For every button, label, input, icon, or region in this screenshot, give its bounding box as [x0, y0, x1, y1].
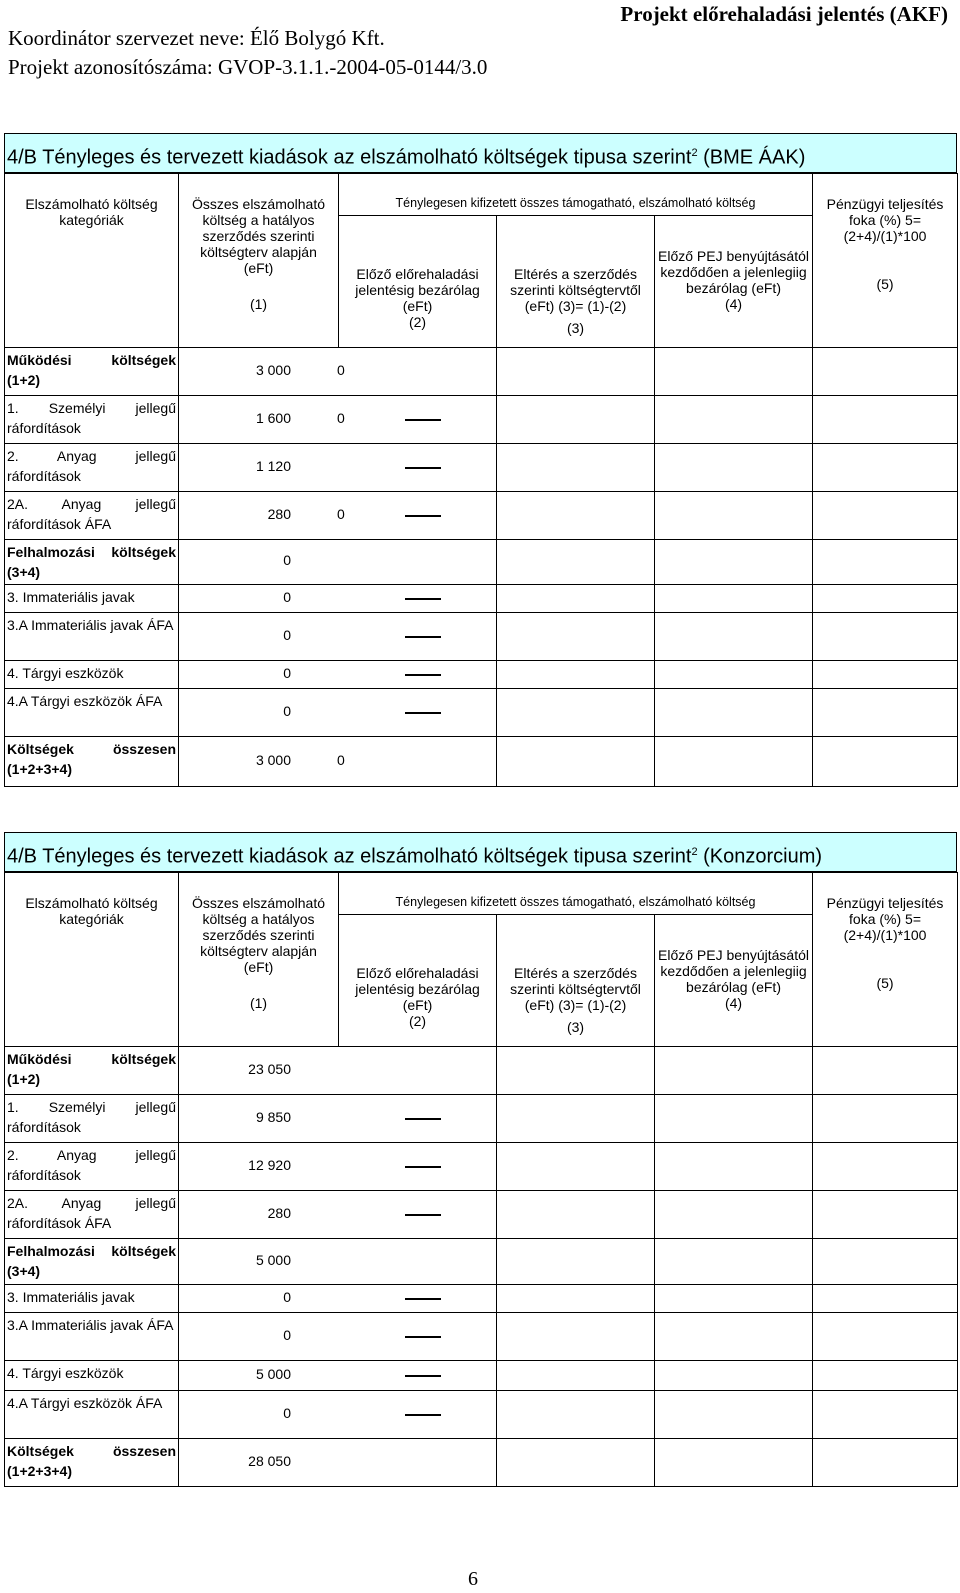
deviation-header: [497, 216, 655, 348]
deviation-header-text: Eltérés a szerződés szerinti költségtervtől (eFt) (3)= (1)-(2): [510, 965, 641, 1013]
total-value-cell: [179, 1439, 339, 1487]
financial-cell: [813, 1285, 958, 1313]
table-row: [5, 737, 958, 787]
total-value: 0: [283, 1404, 291, 1421]
financial-cell: [813, 1391, 958, 1439]
financial-cell: [813, 1095, 958, 1143]
total-value: 3 000: [255, 361, 291, 378]
row-label: Költségek összesen (1+2+3+4): [5, 737, 179, 787]
table-row: [5, 1095, 958, 1143]
row-values: [179, 1405, 339, 1425]
pej-cell: [655, 1095, 813, 1143]
dash-mark: [405, 1375, 441, 1377]
total-value-cell: [179, 737, 345, 787]
total-cost-colnum: (1): [249, 995, 268, 1011]
total-value-cell: [179, 613, 339, 661]
total-value: 0: [283, 702, 291, 719]
row-label: 1. Személyi jellegű ráfordítások: [5, 1095, 179, 1143]
financial-cell: [813, 661, 958, 689]
section-title-text: 4/B Tényleges és tervezett kiadások az elszámolható költségek tipusa szerint: [7, 845, 692, 868]
total-value-cell: [179, 348, 345, 396]
total-value-cell: [179, 689, 339, 737]
pej-header-colnum: (4): [724, 995, 743, 1011]
total-value: 23 050: [248, 1060, 291, 1077]
total-value-cell: [179, 444, 339, 492]
prev-value: 0: [337, 751, 345, 768]
financial-completion-colnum: (5): [876, 975, 894, 991]
pej-cell: [655, 1391, 813, 1439]
deviation-header: [497, 915, 655, 1047]
total-value: 280: [267, 505, 291, 522]
actual-group-header: Ténylegesen kifizetett összes támogatható, elszámolható költség: [339, 873, 813, 915]
row-values: [179, 1366, 339, 1386]
table-row: [5, 661, 958, 689]
prev-value: 0: [337, 409, 345, 426]
financial-completion-header: [813, 873, 958, 1047]
row-label: 4. Tárgyi eszközök: [5, 661, 179, 689]
pej-cell: [655, 1285, 813, 1313]
total-cost-colnum: (1): [249, 296, 268, 312]
total-value: 5 000: [255, 1251, 291, 1268]
deviation-cell: [497, 396, 655, 444]
financial-cell: [813, 540, 958, 585]
prev-cell: [339, 1239, 497, 1285]
prev-report-header-colnum: (2): [408, 314, 427, 330]
table-row: [5, 396, 958, 444]
row-label: Felhalmozási költségek (3+4): [5, 540, 179, 585]
row-label: 3.A Immateriális javak ÁFA: [5, 1313, 179, 1361]
total-cost-header: [179, 873, 339, 1047]
dash-mark: [405, 636, 441, 638]
cost-table: [4, 872, 958, 1487]
table-row: [5, 1239, 958, 1285]
section-title-text: 4/B Tényleges és tervezett kiadások az elszámolható költségek tipusa szerint: [7, 146, 692, 169]
row-values: [179, 552, 339, 572]
financial-completion-colnum: (5): [876, 276, 894, 292]
total-value: 3 000: [255, 751, 291, 768]
total-value: 5 000: [255, 1365, 291, 1382]
pej-cell: [655, 348, 813, 396]
pej-cell: [655, 1191, 813, 1239]
dash-mark: [405, 419, 441, 421]
row-values: [179, 409, 345, 430]
pej-cell: [655, 1143, 813, 1191]
report-title: Projekt előrehaladási jelentés (AKF): [620, 2, 948, 26]
financial-cell: [813, 396, 958, 444]
dash-mark: [405, 712, 441, 714]
dash-mark: [405, 1118, 441, 1120]
total-cost-header-text: Összes elszámolható költség a hatályos szerződés szerinti költségterv alapján (eFt): [191, 895, 326, 975]
actual-group-header: Ténylegesen kifizetett összes támogatható, elszámolható költség: [339, 174, 813, 216]
table-row: [5, 492, 958, 540]
pej-header-text: Előző PEJ benyújtásától kezdődően a jelenlegiig bezárólag (eFt): [658, 248, 809, 296]
deviation-cell: [497, 1391, 655, 1439]
table-row: [5, 540, 958, 585]
total-value: 0: [283, 1326, 291, 1343]
prev-report-header: [339, 216, 497, 348]
pej-cell: [655, 585, 813, 613]
section-title-tail: (BME ÁAK): [697, 146, 806, 169]
pej-cell: [655, 613, 813, 661]
pej-cell: [655, 1239, 813, 1285]
deviation-cell: [497, 348, 655, 396]
total-cost-header-text: Összes elszámolható költség a hatályos szerződés szerinti költségterv alapján (eFt): [191, 196, 326, 276]
financial-completion-text: Pénzügyi teljesítés foka (%) 5=(2+4)/(1)*100: [826, 895, 944, 943]
financial-cell: [813, 1143, 958, 1191]
total-value-cell: [179, 1313, 339, 1361]
page-number: 6: [468, 1568, 478, 1590]
row-values: [179, 1109, 339, 1129]
total-value-cell: [179, 1143, 339, 1191]
deviation-cell: [497, 585, 655, 613]
row-label: Felhalmozási költségek (3+4): [5, 1239, 179, 1285]
dash-mark: [405, 674, 441, 676]
section-bme-aak: [4, 133, 957, 787]
deviation-cell: [497, 1143, 655, 1191]
total-value: 12 920: [248, 1156, 291, 1173]
row-values: [179, 505, 345, 526]
dash-mark: [405, 1214, 441, 1216]
deviation-cell: [497, 1095, 655, 1143]
table-row: [5, 1047, 958, 1095]
pej-cell: [655, 492, 813, 540]
row-values: [179, 627, 339, 647]
section-title: [4, 133, 957, 173]
table-row: [5, 444, 958, 492]
deviation-header-colnum: (3): [566, 320, 585, 336]
row-values: [179, 1252, 339, 1272]
total-value: 9 850: [255, 1108, 291, 1125]
row-label: 2. Anyag jellegű ráfordítások: [5, 444, 179, 492]
pej-cell: [655, 444, 813, 492]
pej-cell: [655, 1047, 813, 1095]
footnote-marker: 2: [691, 147, 698, 159]
prev-cell: [339, 348, 497, 396]
total-value-cell: [179, 585, 339, 613]
total-value: 0: [283, 626, 291, 643]
prev-cell: [339, 737, 497, 787]
deviation-cell: [497, 492, 655, 540]
financial-cell: [813, 1361, 958, 1391]
row-label: 3. Immateriális javak: [5, 1285, 179, 1313]
table-row: [5, 1361, 958, 1391]
row-label: 3.A Immateriális javak ÁFA: [5, 613, 179, 661]
dash-mark: [405, 1166, 441, 1168]
pej-header: [655, 915, 813, 1047]
pej-cell: [655, 661, 813, 689]
financial-cell: [813, 1191, 958, 1239]
row-label: 4.A Tárgyi eszközök ÁFA: [5, 689, 179, 737]
row-label: 4.A Tárgyi eszközök ÁFA: [5, 1391, 179, 1439]
pej-cell: [655, 396, 813, 444]
row-label: Működési költségek (1+2): [5, 1047, 179, 1095]
pej-cell: [655, 540, 813, 585]
total-value-cell: [179, 540, 339, 585]
row-label: 2. Anyag jellegű ráfordítások: [5, 1143, 179, 1191]
financial-cell: [813, 1313, 958, 1361]
total-cost-header: [179, 174, 339, 348]
table-row: [5, 1191, 958, 1239]
pej-cell: [655, 1439, 813, 1487]
total-value: 1 600: [255, 409, 291, 426]
deviation-cell: [497, 540, 655, 585]
financial-cell: [813, 1047, 958, 1095]
dash-mark: [405, 1298, 441, 1300]
project-id-line: Projekt azonosítószáma: GVOP-3.1.1.-2004-05-0144/3.0: [8, 55, 488, 79]
deviation-cell: [497, 444, 655, 492]
deviation-cell: [497, 689, 655, 737]
deviation-cell: [497, 1439, 655, 1487]
dash-mark: [405, 515, 441, 517]
pej-header-text: Előző PEJ benyújtásától kezdődően a jelenlegiig bezárólag (eFt): [658, 947, 809, 995]
prev-cell: [339, 1439, 497, 1487]
pej-cell: [655, 1361, 813, 1391]
row-label: 3. Immateriális javak: [5, 585, 179, 613]
financial-completion-text: Pénzügyi teljesítés foka (%) 5=(2+4)/(1)*100: [826, 196, 944, 244]
row-label: 2A. Anyag jellegű ráfordítások ÁFA: [5, 1191, 179, 1239]
total-value-cell: [179, 1095, 339, 1143]
financial-cell: [813, 1239, 958, 1285]
cost-table: [4, 173, 958, 787]
deviation-cell: [497, 661, 655, 689]
table-row: [5, 1285, 958, 1313]
category-header: [5, 873, 179, 1047]
deviation-cell: [497, 1047, 655, 1095]
section-title-tail: (Konzorcium): [697, 845, 823, 868]
table-row: [5, 1143, 958, 1191]
prev-report-header-text: Előző előrehaladási jelentésig bezárólag (eFt): [355, 965, 480, 1013]
total-value: 28 050: [248, 1452, 291, 1469]
pej-header: [655, 216, 813, 348]
row-values: [179, 361, 345, 382]
total-value: 1 120: [255, 457, 291, 474]
total-value-cell: [179, 1047, 339, 1095]
row-label: 4. Tárgyi eszközök: [5, 1361, 179, 1391]
financial-cell: [813, 348, 958, 396]
prev-report-header: [339, 915, 497, 1047]
pej-cell: [655, 689, 813, 737]
deviation-cell: [497, 1313, 655, 1361]
category-header: [5, 174, 179, 348]
total-value-cell: [179, 661, 339, 689]
total-value: 0: [283, 1288, 291, 1305]
row-values: [179, 458, 339, 478]
prev-report-header-text: Előző előrehaladási jelentésig bezárólag (eFt): [355, 266, 480, 314]
pej-cell: [655, 1313, 813, 1361]
category-header-text: Elszámolható költség kategóriák: [25, 895, 158, 927]
total-value-cell: [179, 1361, 339, 1391]
section-title: [4, 832, 957, 872]
table-row: [5, 1313, 958, 1361]
deviation-cell: [497, 1191, 655, 1239]
table-row: [5, 585, 958, 613]
row-values: [179, 1453, 339, 1473]
pej-header-colnum: (4): [724, 296, 743, 312]
row-values: [179, 589, 339, 609]
deviation-cell: [497, 1239, 655, 1285]
row-values: [179, 1289, 339, 1309]
prev-cell: [339, 1047, 497, 1095]
dash-mark: [405, 1336, 441, 1338]
section-konzorcium: [4, 832, 957, 1487]
total-value-cell: [179, 1285, 339, 1313]
table-row: [5, 1439, 958, 1487]
total-value-cell: [179, 492, 345, 540]
total-value: 0: [283, 664, 291, 681]
dash-mark: [405, 598, 441, 600]
financial-cell: [813, 689, 958, 737]
total-value: 0: [283, 588, 291, 605]
financial-cell: [813, 492, 958, 540]
row-values: [179, 751, 345, 772]
coordinator-line: Koordinátor szervezet neve: Élő Bolygó Kft.: [8, 26, 385, 50]
deviation-header-colnum: (3): [566, 1019, 585, 1035]
deviation-cell: [497, 613, 655, 661]
table-row: [5, 689, 958, 737]
row-values: [179, 703, 339, 723]
financial-cell: [813, 1439, 958, 1487]
deviation-cell: [497, 737, 655, 787]
total-value-cell: [179, 396, 345, 444]
row-values: [179, 665, 339, 685]
table-row: [5, 1391, 958, 1439]
prev-report-header-colnum: (2): [408, 1013, 427, 1029]
financial-cell: [813, 737, 958, 787]
row-values: [179, 1327, 339, 1347]
row-values: [179, 1205, 339, 1225]
financial-cell: [813, 444, 958, 492]
total-value: 280: [267, 1204, 291, 1221]
row-label: 1. Személyi jellegű ráfordítások: [5, 396, 179, 444]
deviation-header-text: Eltérés a szerződés szerinti költségtervtől (eFt) (3)= (1)-(2): [510, 266, 641, 314]
deviation-cell: [497, 1285, 655, 1313]
total-value-cell: [179, 1239, 339, 1285]
table-row: [5, 348, 958, 396]
row-values: [179, 1061, 339, 1081]
row-label: Költségek összesen (1+2+3+4): [5, 1439, 179, 1487]
footnote-marker: 2: [691, 846, 698, 858]
prev-value: 0: [337, 505, 345, 522]
deviation-cell: [497, 1361, 655, 1391]
row-values: [179, 1157, 339, 1177]
row-label: Működési költségek (1+2): [5, 348, 179, 396]
category-header-text: Elszámolható költség kategóriák: [25, 196, 158, 228]
total-value: 0: [283, 552, 291, 568]
prev-value: 0: [337, 361, 345, 378]
prev-cell: [339, 540, 497, 585]
financial-cell: [813, 613, 958, 661]
row-label: 2A. Anyag jellegű ráfordítások ÁFA: [5, 492, 179, 540]
financial-completion-header: [813, 174, 958, 348]
total-value-cell: [179, 1391, 339, 1439]
total-value-cell: [179, 1191, 339, 1239]
dash-mark: [405, 467, 441, 469]
dash-mark: [405, 1414, 441, 1416]
financial-cell: [813, 585, 958, 613]
table-row: [5, 613, 958, 661]
pej-cell: [655, 737, 813, 787]
